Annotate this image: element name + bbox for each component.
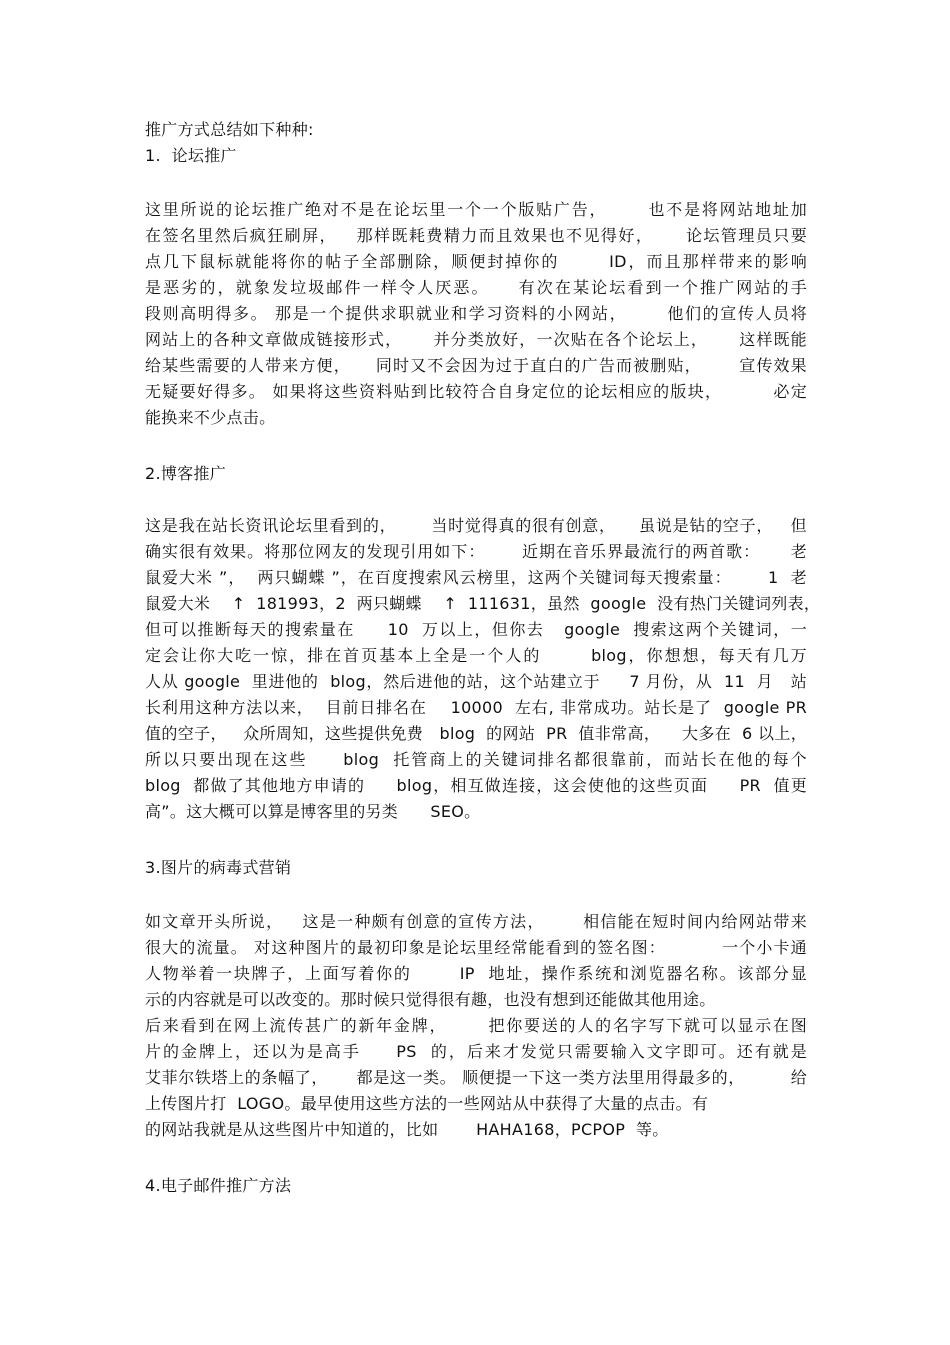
paragraph-line: 确实很有效果。将那位网友的发现引用如下： 近期在音乐界最流行的两首歌： 老 bbox=[145, 542, 807, 561]
paragraph-line: 能换来不少点击。 bbox=[145, 408, 276, 427]
paragraph-line: 这是我在站长资讯论坛里看到的， 当时觉得真的很有创意， 虽说是钻的空子， 但 bbox=[145, 516, 807, 535]
paragraph-line: 高”。这大概可以算是博客里的另类 SEO。 bbox=[145, 802, 481, 821]
paragraph-line: 段则高明得多。 那是一个提供求职就业和学习资料的小网站， 他们的宣传人员将 bbox=[145, 304, 807, 323]
paragraph-line: 人物举着一块牌子，上面写着你的 IP 地址，操作系统和浏览器名称。该部分显 bbox=[145, 964, 807, 983]
paragraph-line: 在签名里然后疯狂刷屏， 那样既耗费精力而且效果也不见得好， 论坛管理员只要 bbox=[145, 226, 807, 245]
paragraph-line: 无疑要好得多。 如果将这些资料贴到比较符合自身定位的论坛相应的版块， 必定 bbox=[145, 382, 807, 401]
paragraph-line: 人从 google 里进他的 blog，然后进他的站，这个站建立于 7 月份，从 11 月 站 bbox=[145, 672, 807, 691]
paragraph-line: 后来看到在网上流传甚广的新年金牌， 把你要送的人的名字写下就可以显示在图 bbox=[145, 1016, 807, 1035]
paragraph-line: 值的空子， 众所周知，这些提供免费 blog 的网站 PR 值非常高， 大多在 6 以上， bbox=[145, 724, 807, 743]
paragraph-line: 这里所说的论坛推广绝对不是在论坛里一个一个版贴广告， 也不是将网站地址加 bbox=[145, 200, 807, 219]
section-heading-email: 4.电子邮件推广方法 bbox=[145, 1176, 292, 1195]
intro-heading: 推广方式总结如下种种: bbox=[145, 120, 314, 139]
paragraph-line: blog 都做了其他地方申请的 blog，相互做连接，这会使他的这些页面 PR 值更 bbox=[145, 776, 807, 795]
paragraph-line: 所以只要出现在这些 blog 托管商上的关键词排名都很靠前，而站长在他的每个 bbox=[145, 750, 807, 769]
paragraph-line: 定会让你大吃一惊，排在首页基本上全是一个人的 blog，你想想，每天有几万 bbox=[145, 646, 807, 665]
section-heading-forum: 1. 论坛推广 bbox=[145, 146, 237, 165]
section-heading-viral-images: 3.图片的病毒式营销 bbox=[145, 858, 292, 877]
paragraph-line: 片的金牌上，还以为是高手 PS 的，后来才发觉只需要输入文字即可。还有就是 bbox=[145, 1042, 807, 1061]
paragraph-line: 鼠爱大米 ”， 两只蝴蝶 ”，在百度搜索风云榜里，这两个关键词每天搜索量： 1 老 bbox=[145, 568, 807, 587]
section-heading-blog: 2.博客推广 bbox=[145, 464, 227, 483]
paragraph-line: 的网站我就是从这些图片中知道的，比如 HAHA168，PCPOP 等。 bbox=[145, 1120, 669, 1139]
paragraph-line: 艾菲尔铁塔上的条幅了， 都是这一类。 顺便提一下这一类方法里用得最多的， 给 bbox=[145, 1068, 807, 1087]
paragraph-line: 给某些需要的人带来方便， 同时又不会因为过于直白的广告而被删贴， 宣传效果 bbox=[145, 356, 807, 375]
paragraph-line: 是恶劣的，就象发垃圾邮件一样令人厌恶。 有次在某论坛看到一个推广网站的手 bbox=[145, 278, 807, 297]
paragraph-line: 示的内容就是可以改变的。那时候只觉得很有趣，也没有想到还能做其他用途。 bbox=[145, 990, 716, 1009]
paragraph-line: 如文章开头所说， 这是一种颇有创意的宣传方法， 相信能在短时间内给网站带来 bbox=[145, 912, 807, 931]
paragraph-line: 长利用这种方法以来， 目前日排名在 10000 左右, 非常成功。站长是了 google PR bbox=[145, 698, 807, 717]
paragraph-line: 网站上的各种文章做成链接形式， 并分类放好，一次贴在各个论坛上， 这样既能 bbox=[145, 330, 807, 349]
paragraph-line: 上传图片打 LOGO。最早使用这些方法的一些网站从中获得了大量的点击。有 bbox=[145, 1094, 709, 1113]
paragraph-line: 点几下鼠标就能将你的帖子全部删除，顺便封掉你的 ID，而且那样带来的影响 bbox=[145, 252, 807, 271]
paragraph-line: 但可以推断每天的搜索量在 10 万以上，但你去 google 搜索这两个关键词，一 bbox=[145, 620, 807, 639]
paragraph-line: 鼠爱大米 ↑ 181993，2 两只蝴蝶 ↑ 111631，虽然 google 没有热门关键词列表， bbox=[145, 594, 821, 613]
paragraph-line: 很大的流量。 对这种图片的最初印象是论坛里经常能看到的签名图： 一个小卡通 bbox=[145, 938, 807, 957]
